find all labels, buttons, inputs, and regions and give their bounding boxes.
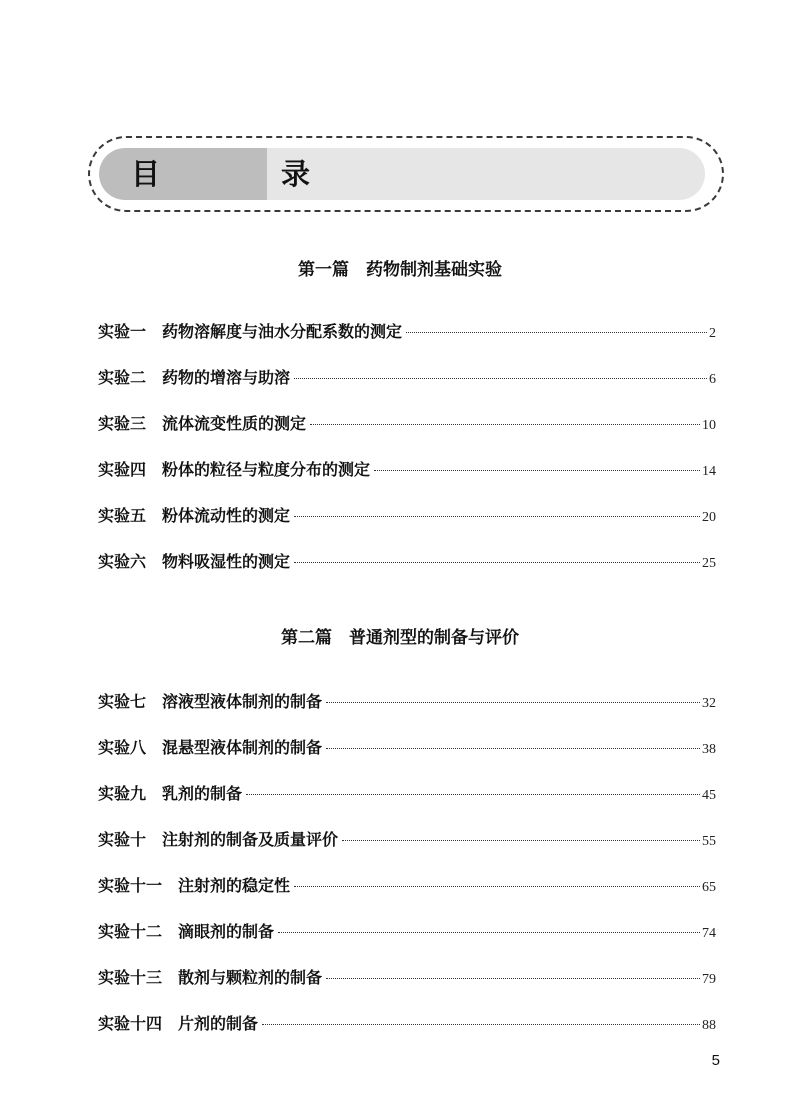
entry-page-number: 10: [702, 418, 716, 433]
entry-page-number: 25: [702, 556, 716, 571]
entry-page-number: 65: [702, 880, 716, 895]
toc-entry[interactable]: [98, 320, 716, 344]
dot-leader: [294, 886, 700, 887]
entry-page-number: 14: [702, 464, 716, 479]
dot-leader: [326, 702, 700, 703]
experiment-title: 注射剂的制备及质量评价: [162, 830, 339, 849]
dot-leader: [326, 978, 700, 979]
experiment-label: 实验六: [98, 552, 147, 571]
toc-entry[interactable]: [98, 920, 716, 944]
toc-entry[interactable]: [98, 874, 716, 898]
experiment-title: 混悬型液体制剂的制备: [162, 738, 323, 757]
experiment-title: 药物的增溶与助溶: [162, 368, 291, 387]
toc-entry[interactable]: [98, 458, 716, 482]
experiment-title: 流体流变性质的测定: [162, 414, 307, 433]
experiment-label: 实验九: [98, 784, 147, 803]
entry-page-number: 79: [702, 972, 716, 987]
dot-leader: [294, 516, 700, 517]
toc-entry[interactable]: [98, 1012, 716, 1036]
experiment-label: 实验十一: [98, 876, 163, 895]
entry-page-number: 6: [709, 372, 716, 387]
toc-entry[interactable]: [98, 504, 716, 528]
section-title-part-2: 第二篇 普通剂型的制备与评价: [281, 628, 519, 648]
experiment-title: 溶液型液体制剂的制备: [162, 692, 323, 711]
entry-page-number: 74: [702, 926, 716, 941]
experiment-label: 实验十三: [98, 968, 163, 987]
toc-entry[interactable]: [98, 366, 716, 390]
entry-page-number: 45: [702, 788, 716, 803]
dot-leader: [342, 840, 700, 841]
toc-entry[interactable]: [98, 782, 716, 806]
experiment-title: 注射剂的稳定性: [178, 876, 291, 895]
entry-page-number: 38: [702, 742, 716, 757]
experiment-label: 实验十四: [98, 1014, 163, 1033]
experiment-label: 实验八: [98, 738, 147, 757]
experiment-label: 实验七: [98, 692, 147, 711]
experiment-label: 实验二: [98, 368, 147, 387]
section-title-part-1: 第一篇 药物制剂基础实验: [298, 260, 502, 280]
toc-entry[interactable]: [98, 736, 716, 760]
dot-leader: [246, 794, 700, 795]
experiment-label: 实验三: [98, 414, 147, 433]
experiment-label: 实验一: [98, 322, 147, 341]
toc-banner-bar: [99, 148, 705, 200]
experiment-title: 粉体流动性的测定: [162, 506, 291, 525]
toc-entry[interactable]: [98, 690, 716, 714]
experiment-label: 实验四: [98, 460, 147, 479]
toc-entry[interactable]: [98, 828, 716, 852]
experiment-label: 实验五: [98, 506, 147, 525]
experiment-label: 实验十: [98, 830, 147, 849]
dot-leader: [262, 1024, 700, 1025]
toc-entry[interactable]: [98, 966, 716, 990]
toc-entry[interactable]: [98, 412, 716, 436]
entry-page-number: 55: [702, 834, 716, 849]
toc-heading: 目 录: [131, 157, 357, 191]
experiment-title: 乳剂的制备: [162, 784, 243, 803]
entry-page-number: 32: [702, 696, 716, 711]
dot-leader: [294, 378, 707, 379]
dot-leader: [278, 932, 700, 933]
dot-leader: [310, 424, 700, 425]
experiment-label: 实验十二: [98, 922, 163, 941]
dot-leader: [294, 562, 700, 563]
experiment-title: 粉体的粒径与粒度分布的测定: [162, 460, 371, 479]
dot-leader: [374, 470, 700, 471]
dot-leader: [326, 748, 700, 749]
experiment-title: 滴眼剂的制备: [178, 922, 275, 941]
experiment-title: 药物溶解度与油水分配系数的测定: [162, 322, 403, 341]
entry-page-number: 2: [709, 326, 716, 341]
experiment-title: 物料吸湿性的测定: [162, 552, 291, 571]
toc-banner: [88, 136, 724, 212]
toc-entry[interactable]: [98, 550, 716, 574]
entry-page-number: 20: [702, 510, 716, 525]
entry-page-number: 88: [702, 1018, 716, 1033]
experiment-title: 散剂与颗粒剂的制备: [178, 968, 323, 987]
dot-leader: [406, 332, 707, 333]
experiment-title: 片剂的制备: [178, 1014, 259, 1033]
page-number: 5: [711, 1052, 720, 1069]
